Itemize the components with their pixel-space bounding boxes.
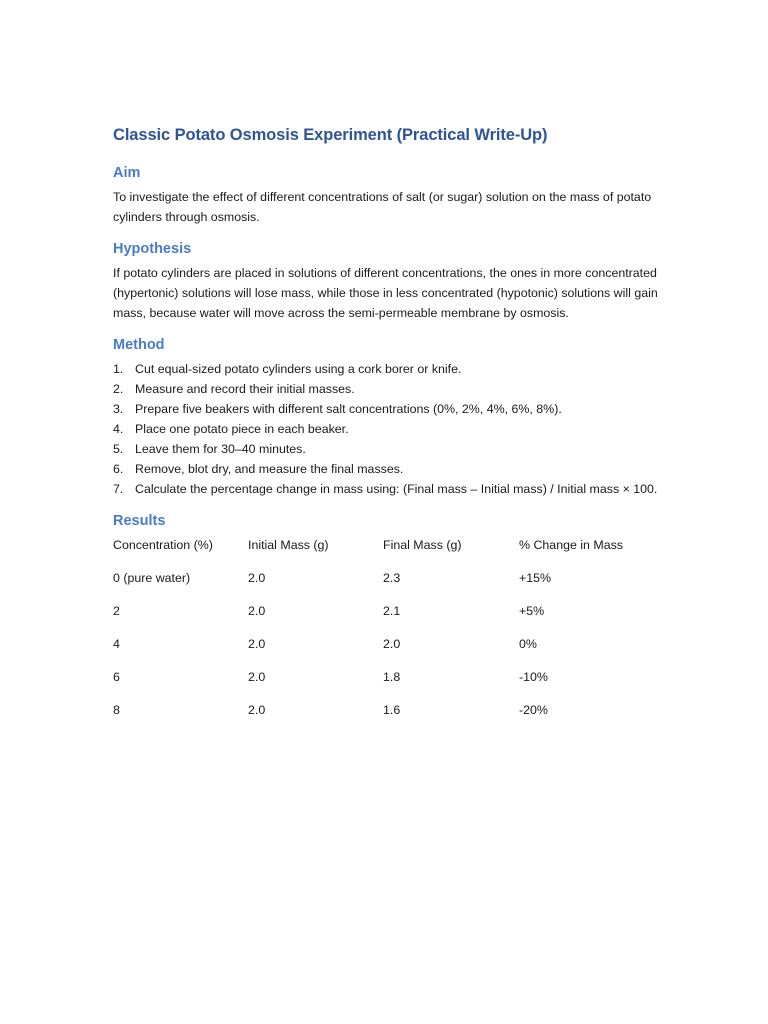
method-step-text: Measure and record their initial masses. xyxy=(135,382,355,396)
method-step-text: Place one potato piece in each beaker. xyxy=(135,422,349,436)
results-table xyxy=(113,535,658,733)
aim-heading: Aim xyxy=(113,165,141,181)
aim-section xyxy=(113,163,658,227)
method-step-text: Calculate the percentage change in mass using: (Final mass – Initial mass) / Initial mass × 100. xyxy=(135,482,658,496)
table-cell: -20% xyxy=(519,703,548,717)
table-cell: -10% xyxy=(519,670,548,684)
method-step xyxy=(113,379,658,399)
method-steps-list xyxy=(113,359,658,499)
table-cell: 8 xyxy=(113,703,120,717)
table-cell: 2.1 xyxy=(383,604,401,618)
table-header-row xyxy=(113,535,658,568)
method-step-number: 4. xyxy=(113,422,124,436)
table-row xyxy=(113,601,658,634)
table-cell: 1.8 xyxy=(383,670,401,684)
table-cell: 2.0 xyxy=(248,670,266,684)
method-step xyxy=(113,419,658,439)
method-step xyxy=(113,439,658,459)
results-section xyxy=(113,511,658,733)
table-cell: +15% xyxy=(519,571,552,585)
method-step-text: Cut equal-sized potato cylinders using a cork borer or knife. xyxy=(135,362,462,376)
method-step-text: Prepare five beakers with different salt concentrations (0%, 2%, 4%, 6%, 8%). xyxy=(135,402,562,416)
method-step xyxy=(113,399,658,419)
method-step xyxy=(113,359,658,379)
method-step xyxy=(113,479,658,499)
method-step-text: Leave them for 30–40 minutes. xyxy=(135,442,306,456)
document-page xyxy=(113,124,658,733)
table-cell: +5% xyxy=(519,604,545,618)
column-header: Initial Mass (g) xyxy=(248,538,329,552)
table-cell: 2 xyxy=(113,604,120,618)
method-step xyxy=(113,459,658,479)
results-heading: Results xyxy=(113,513,166,529)
hypothesis-heading: Hypothesis xyxy=(113,241,192,257)
table-row xyxy=(113,667,658,700)
method-step-number: 1. xyxy=(113,362,124,376)
table-cell: 2.0 xyxy=(248,604,266,618)
method-step-number: 3. xyxy=(113,402,124,416)
table-cell: 0% xyxy=(519,637,537,651)
table-cell: 2.0 xyxy=(248,637,266,651)
method-section xyxy=(113,335,658,499)
column-header: Final Mass (g) xyxy=(383,538,462,552)
column-header: Concentration (%) xyxy=(113,538,213,552)
method-step-number: 6. xyxy=(113,462,124,476)
table-cell: 2.0 xyxy=(248,571,266,585)
table-cell: 2.0 xyxy=(383,637,401,651)
table-row xyxy=(113,634,658,667)
method-step-number: 7. xyxy=(113,482,124,496)
method-step-number: 2. xyxy=(113,382,124,396)
table-cell: 2.3 xyxy=(383,571,401,585)
aim-text: To investigate the effect of different concentrations of salt (or sugar) solution on the mass of potato cylinders through osmosis. xyxy=(113,190,652,224)
table-cell: 0 (pure water) xyxy=(113,571,191,585)
hypothesis-text: If potato cylinders are placed in solutions of different concentrations, the ones in more concentrated (hypertonic) solutions will lose mass, while those in less concentrated (hypotonic) solutions will gain mass, because water will move across the semi-permeable membrane by osmosis. xyxy=(113,266,658,320)
table-row xyxy=(113,568,658,601)
hypothesis-section xyxy=(113,239,658,323)
table-cell: 2.0 xyxy=(248,703,266,717)
method-step-text: Remove, blot dry, and measure the final masses. xyxy=(135,462,404,476)
column-header: % Change in Mass xyxy=(519,538,623,552)
table-cell: 1.6 xyxy=(383,703,401,717)
method-step-number: 5. xyxy=(113,442,124,456)
table-cell: 6 xyxy=(113,670,120,684)
document-title: Classic Potato Osmosis Experiment (Practical Write-Up) xyxy=(113,126,548,144)
table-cell: 4 xyxy=(113,637,120,651)
method-heading: Method xyxy=(113,337,165,353)
table-row xyxy=(113,700,658,733)
